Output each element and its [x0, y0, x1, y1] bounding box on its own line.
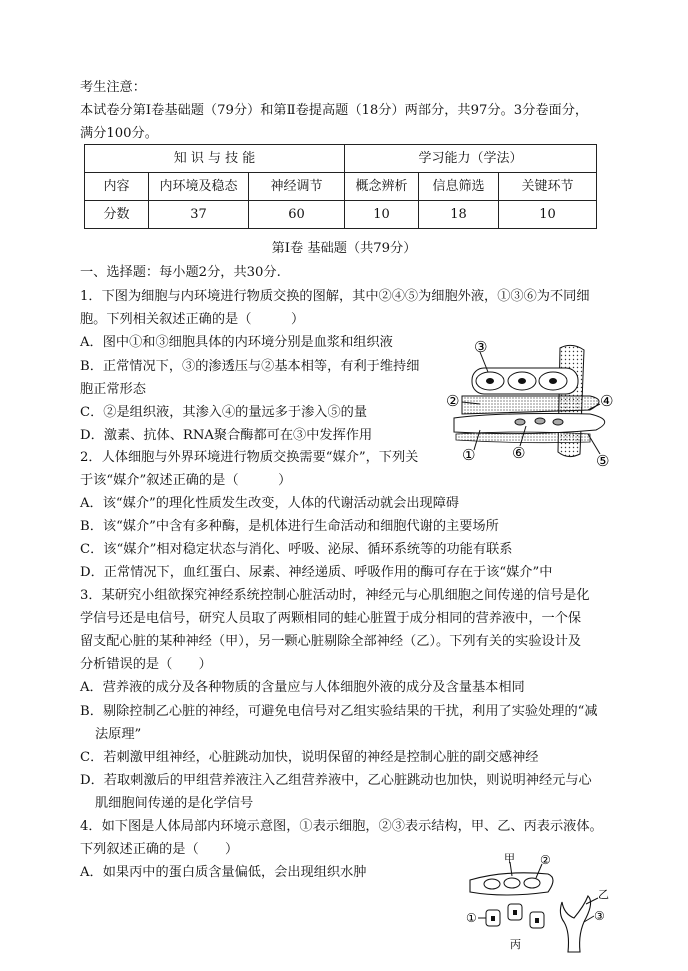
- notice-heading: 考生注意：: [80, 80, 146, 95]
- lymph-vessel-shape: [560, 896, 590, 952]
- q3-option-b: B．剔除控制乙心脏的神经，可避免电信号对乙组实验结果的干扰，利用了实验处理的“减: [80, 704, 598, 719]
- figure-label: ④: [600, 392, 614, 410]
- q1-stem: 胞。下列相关叙述正确的是（ ）: [80, 312, 305, 327]
- table-cell: 37: [149, 201, 249, 229]
- figure-label: ①: [466, 911, 477, 925]
- q1-option-c: C．②是组织液，其渗入④的量远多于渗入⑤的量: [80, 405, 368, 420]
- q4-stem: 4．如下图是人体局部内环境示意图，①表示细胞，②③表示结构，甲、乙、丙表示液体。: [80, 819, 603, 834]
- row-label-content: 内容: [85, 173, 149, 201]
- figure-label: ②: [540, 853, 551, 867]
- figure-label: ③: [594, 909, 605, 923]
- q2-option-a: A．该“媒介”的理化性质发生改变，人体的代谢活动就会出现障碍: [80, 496, 460, 511]
- q3-stem: 学信号还是电信号，研究人员取了两颗相同的蛙心脏置于成分相同的营养液中，一个保: [80, 611, 582, 626]
- table-cell: 10: [345, 201, 419, 229]
- q3-stem: 3．某研究小组欲探究神经系统控制心脏活动时，神经元与心肌细胞之间传递的信号是化: [80, 588, 590, 603]
- table-cell: 信息筛选: [419, 173, 499, 201]
- score-table-header-row: [85, 145, 597, 173]
- q1-option-b-cont: 胞正常形态: [80, 382, 146, 397]
- q3-option-d: D．若取刺激后的甲组营养液注入乙组营养液中，乙心脏跳动也加快，则说明神经元与心: [80, 773, 592, 788]
- table-group-knowledge: 知 识 与 技 能: [85, 145, 345, 173]
- table-cell: 18: [419, 201, 499, 229]
- table-cell: 神经调节: [249, 173, 345, 201]
- q1-option-a: A．图中①和③细胞具体的内环境分别是血浆和组织液: [80, 335, 393, 350]
- q3-stem: 留支配心脏的某种神经（甲），另一颗心脏剔除全部神经（乙）。下列有关的实验设计及: [80, 634, 582, 649]
- score-table-score-row: [85, 201, 597, 229]
- q3-option-d-cont: 肌细胞间传递的是化学信号: [95, 796, 254, 811]
- q2-option-b: B．该“媒介”中含有多种酶，是机体进行生命活动和细胞代谢的主要场所: [80, 519, 499, 534]
- score-table: [84, 144, 597, 229]
- table-group-ability: 学习能力（学法）: [345, 145, 597, 173]
- q2-stem: 2．人体细胞与外界环境进行物质交换需要“媒介”，下列关: [80, 450, 419, 465]
- figure-label: ①: [462, 446, 476, 464]
- table-cell: 关键环节: [499, 173, 597, 201]
- part-one-heading: 一、选择题：每小题2分，共30分.: [80, 265, 281, 280]
- figure-label: ②: [446, 392, 460, 410]
- notice-line-2: 满分100分。: [80, 126, 158, 141]
- score-table-content-row: [85, 173, 597, 201]
- figure-label: 丙: [510, 938, 521, 951]
- q3-option-b-cont: 法原理”: [95, 727, 142, 742]
- q4-option-a: A．如果丙中的蛋白质含量偏低，会出现组织水肿: [80, 865, 367, 880]
- figure-label: 甲: [504, 852, 515, 865]
- figure-label: ⑤: [596, 452, 610, 470]
- capillary-shape: [454, 414, 605, 434]
- q3-option-c: C．若刺激甲组神经，心脏跳动加快，说明保留的神经是控制心脏的副交感神经: [80, 750, 539, 765]
- table-cell: 10: [499, 201, 597, 229]
- q4-figure-local-environment: [464, 852, 614, 956]
- q2-option-d: D．正常情况下，血红蛋白、尿素、神经递质、呼吸作用的酶可存在于该“媒介”中: [80, 565, 553, 580]
- section-title: 第Ⅰ卷 基础题（共79分）: [271, 241, 417, 256]
- figure-label: ⑥: [512, 444, 526, 462]
- figure-label: ③: [474, 338, 488, 356]
- figure-label: 乙: [598, 888, 609, 901]
- row-label-score: 分数: [85, 201, 149, 229]
- q3-option-a: A．营养液的成分及各种物质的含量应与人体细胞外液的成分及含量基本相同: [80, 680, 525, 695]
- q3-stem: 分析错误的是（ ）: [80, 657, 212, 672]
- q2-stem: 于该“媒介”叙述正确的是（ ）: [80, 473, 292, 488]
- q1-option-b: B．正常情况下，③的渗透压与②基本相等，有利于维持细: [80, 359, 420, 374]
- table-cell: 概念辨析: [345, 173, 419, 201]
- table-cell: 内环境及稳态: [149, 173, 249, 201]
- q1-option-d: D．激素、抗体、RNA聚合酶都可在③中发挥作用: [80, 428, 373, 443]
- table-cell: 60: [249, 201, 345, 229]
- q4-stem: 下列叙述正确的是（ ）: [80, 842, 239, 857]
- notice-line-1: 本试卷分第Ⅰ卷基础题（79分）和第Ⅱ卷提高题（18分）两部分，共97分。3分卷面分，: [80, 103, 589, 118]
- q1-stem: 1．下图为细胞与内环境进行物质交换的图解，其中②④⑤为细胞外液，①③⑥为不同细: [80, 289, 590, 304]
- q2-option-c: C．该“媒介”相对稳定状态与消化、呼吸、泌尿、循环系统等的功能有联系: [80, 542, 513, 557]
